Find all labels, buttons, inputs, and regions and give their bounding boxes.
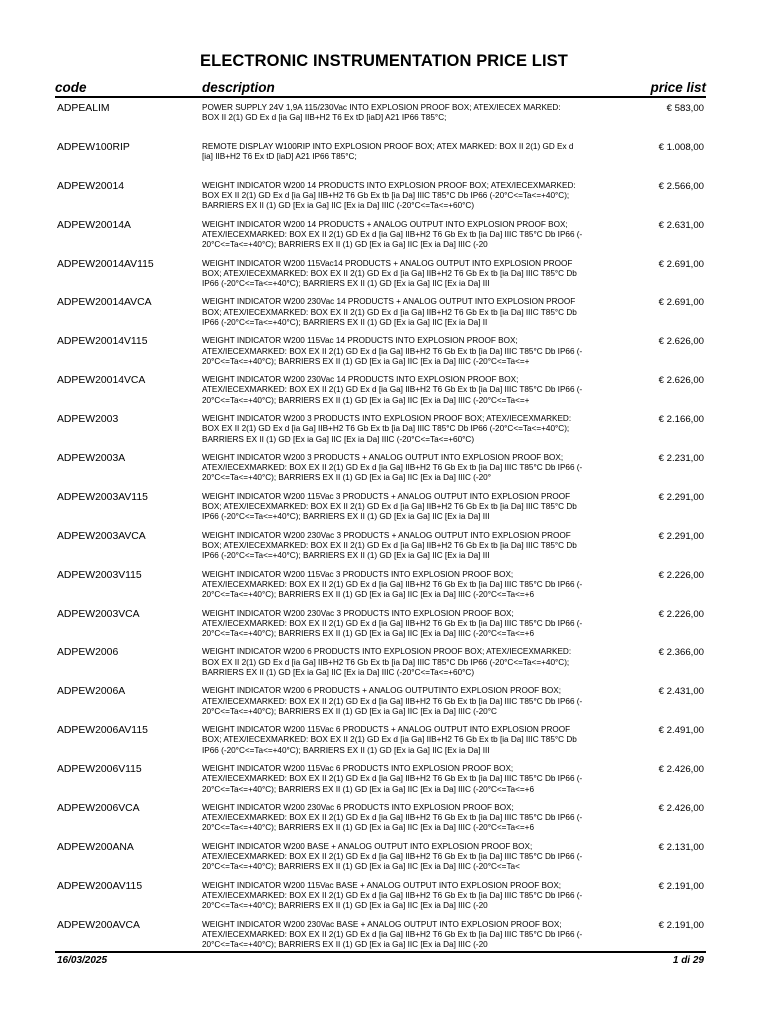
column-header-description: description bbox=[202, 80, 275, 95]
product-description: WEIGHT INDICATOR W200 115Vac BASE + ANALOG OUTPUT INTO EXPLOSION PROOF BOX; ATEX/IECEXMARKED: BOX EX II 2(1) GD Ex d [ia Ga] IIB+H2 T6 Gb Ex tb [ia Da] IIIC T85°C Db IP66 (- 20°C<=Ta<=+40°C); BARRIERS EX II (1) GD [Ex ia Ga] IIC [Ex ia Da] IIIC (-20 bbox=[202, 880, 583, 911]
product-description: WEIGHT INDICATOR W200 3 PRODUCTS + ANALOG OUTPUT INTO EXPLOSION PROOF BOX; ATEX/IECEXMARKED: BOX EX II 2(1) GD Ex d [ia Ga] IIB+H2 T6 Gb Ex tb [ia Da] IIIC T85°C Db IP66 (- 20°C<=Ta<=+40°C); BARRIERS EX II (1) GD [Ex ia Ga] IIC [Ex ia Da] IIIC (-20° bbox=[202, 453, 583, 483]
product-price: € 1.008,00 bbox=[658, 141, 704, 153]
product-description: WEIGHT INDICATOR W200 3 PRODUCTS INTO EXPLOSION PROOF BOX; ATEX/IECEXMARKED: BOX EX II 2(1) GD Ex d [ia Ga] IIB+H2 T6 Gb Ex tb [ia Da] IIIC T85°C Db IP66 (-20°C<=Ta<=+40°C); BARRIERS EX II (1) GD [Ex ia Ga] IIC [Ex ia Da] IIIC (-20°C<=Ta<=+60°C) bbox=[202, 414, 572, 444]
table-row bbox=[55, 490, 706, 529]
table-row bbox=[55, 451, 706, 490]
table-row bbox=[55, 684, 706, 723]
table-row bbox=[55, 529, 706, 568]
product-description: WEIGHT INDICATOR W200 230Vac BASE + ANALOG OUTPUT INTO EXPLOSION PROOF BOX; ATEX/IECEXMARKED: BOX EX II 2(1) GD Ex d [ia Ga] IIB+H2 T6 Gb Ex tb [ia Da] IIIC T85°C Db IP66 (- 20°C<=Ta<=+40°C); BARRIERS EX II (1) GD [Ex ia Ga] IIC [Ex ia Da] IIIC (-20 bbox=[202, 919, 583, 950]
product-code: ADPEW100RIP bbox=[57, 141, 130, 153]
table-row bbox=[55, 218, 706, 257]
table-row bbox=[55, 801, 706, 840]
product-code: ADPEW2006AV115 bbox=[57, 725, 148, 737]
product-price: € 2.131,00 bbox=[658, 841, 704, 853]
product-code: ADPEALIM bbox=[57, 103, 110, 114]
table-row bbox=[55, 257, 706, 296]
table-row bbox=[55, 840, 706, 879]
table-row bbox=[55, 412, 706, 451]
product-price: € 2.191,00 bbox=[658, 919, 704, 931]
table-row bbox=[55, 568, 706, 607]
product-price: € 2.226,00 bbox=[658, 608, 704, 620]
product-description: WEIGHT INDICATOR W200 115Vac 6 PRODUCTS + ANALOG OUTPUT INTO EXPLOSION PROOF BOX; ATEX/IECEXMARKED: BOX EX II 2(1) GD Ex d [ia Ga] IIB+H2 T6 Gb Ex tb [ia Da] IIIC T85°C Db IP66 (-20°C<=Ta<=+40°C); BARRIERS EX II (1) GD [Ex ia Ga] IIC [Ex ia Da] III bbox=[202, 725, 577, 755]
product-code: ADPEW2006A bbox=[57, 686, 126, 698]
product-code: ADPEW200AV115 bbox=[57, 880, 143, 892]
product-description: WEIGHT INDICATOR W200 115Vac 3 PRODUCTS INTO EXPLOSION PROOF BOX; ATEX/IECEXMARKED: BOX EX II 2(1) GD Ex d [ia Ga] IIB+H2 T6 Gb Ex tb [ia Da] IIIC T85°C Db IP66 (- 20°C<=Ta<=+40°C); BARRIERS EX II (1) GD [Ex ia Ga] IIC [Ex ia Da] IIIC (-20°C<=Ta<=+6 bbox=[202, 569, 583, 600]
column-header-price: price list bbox=[650, 80, 706, 95]
product-description: WEIGHT INDICATOR W200 115Vac14 PRODUCTS + ANALOG OUTPUT INTO EXPLOSION PROOF BOX; ATEX/IECEXMARKED: BOX EX II 2(1) GD Ex d [ia Ga] IIB+H2 T6 Gb Ex tb [ia Da] IIIC T85°C Db IP66 (-20°C<=Ta<=+40°C); BARRIERS EX II (1) GD [Ex ia Ga] IIC [Ex ia Da] III bbox=[202, 258, 577, 288]
product-price: € 2.631,00 bbox=[658, 219, 704, 231]
product-code: ADPEW2003A bbox=[57, 453, 126, 465]
product-description: WEIGHT INDICATOR W200 230Vac 3 PRODUCTS + ANALOG OUTPUT INTO EXPLOSION PROOF BOX; ATEX/IECEXMARKED: BOX EX II 2(1) GD Ex d [ia Ga] IIB+H2 T6 Gb Ex tb [ia Da] IIIC T85°C Db IP66 (-20°C<=Ta<=+40°C); BARRIERS EX II (1) GD [Ex ia Ga] IIC [Ex ia Da] III bbox=[202, 530, 577, 561]
product-code: ADPEW2003V115 bbox=[57, 569, 142, 581]
product-price: € 2.691,00 bbox=[658, 258, 704, 270]
column-header-code: code bbox=[55, 80, 87, 95]
product-price: € 2.426,00 bbox=[658, 764, 704, 776]
product-code: ADPEW2006 bbox=[57, 647, 119, 659]
product-description: WEIGHT INDICATOR W200 230Vac 3 PRODUCTS INTO EXPLOSION PROOF BOX; ATEX/IECEXMARKED: BOX EX II 2(1) GD Ex d [ia Ga] IIB+H2 T6 Gb Ex tb [ia Da] IIIC T85°C Db IP66 (- 20°C<=Ta<=+40°C); BARRIERS EX II (1) GD [Ex ia Ga] IIC [Ex ia Da] IIIC (-20°C<=Ta<=+6 bbox=[202, 608, 583, 638]
product-price: € 2.166,00 bbox=[658, 414, 704, 426]
product-price: € 2.566,00 bbox=[658, 180, 704, 192]
product-description: WEIGHT INDICATOR W200 230Vac 14 PRODUCTS + ANALOG OUTPUT INTO EXPLOSION PROOF BOX; ATEX/IECEXMARKED: BOX EX II 2(1) GD Ex d [ia Ga] IIB+H2 T6 Gb Ex tb [ia Da] IIIC T85°C Db IP66 (-20°C<=Ta<=+40°C); BARRIERS EX II (1) GD [Ex ia Ga] IIC [Ex ia Da] II bbox=[202, 297, 577, 327]
table-row bbox=[55, 334, 706, 373]
product-code: ADPEW20014 bbox=[57, 180, 124, 192]
product-code: ADPEW20014AVCA bbox=[57, 297, 152, 309]
product-description: WEIGHT INDICATOR W200 6 PRODUCTS INTO EXPLOSION PROOF BOX; ATEX/IECEXMARKED: BOX EX II 2(1) GD Ex d [ia Ga] IIB+H2 T6 Gb Ex tb [ia Da] IIIC T85°C Db IP66 (-20°C<=Ta<=+40°C); BARRIERS EX II (1) GD [Ex ia Ga] IIC [Ex ia Da] IIIC (-20°C<=Ta<=+60°C) bbox=[202, 647, 572, 677]
table-row bbox=[55, 879, 706, 918]
product-code: ADPEW200AVCA bbox=[57, 919, 140, 931]
product-code: ADPEW20014VCA bbox=[57, 375, 146, 387]
table-row bbox=[55, 295, 706, 334]
product-description: WEIGHT INDICATOR W200 230Vac 6 PRODUCTS INTO EXPLOSION PROOF BOX; ATEX/IECEXMARKED: BOX EX II 2(1) GD Ex d [ia Ga] IIB+H2 T6 Gb Ex tb [ia Da] IIIC T85°C Db IP66 (- 20°C<=Ta<=+40°C); BARRIERS EX II (1) GD [Ex ia Ga] IIC [Ex ia Da] IIIC (-20°C<=Ta<=+6 bbox=[202, 803, 583, 833]
product-description: WEIGHT INDICATOR W200 230Vac 14 PRODUCTS INTO EXPLOSION PROOF BOX; ATEX/IECEXMARKED: BOX EX II 2(1) GD Ex d [ia Ga] IIB+H2 T6 Gb Ex tb [ia Da] IIIC T85°C Db IP66 (- 20°C<=Ta<=+40°C); BARRIERS EX II (1) GD [Ex ia Ga] IIC [Ex ia Da] IIIC (-20°C<=Ta<=+ bbox=[202, 375, 583, 405]
table-row bbox=[55, 762, 706, 801]
product-description: WEIGHT INDICATOR W200 115Vac 14 PRODUCTS INTO EXPLOSION PROOF BOX; ATEX/IECEXMARKED: BOX EX II 2(1) GD Ex d [ia Ga] IIB+H2 T6 Gb Ex tb [ia Da] IIIC T85°C Db IP66 (- 20°C<=Ta<=+40°C); BARRIERS EX II (1) GD [Ex ia Ga] IIC [Ex ia Da] IIIC (-20°C<=Ta<=+ bbox=[202, 336, 583, 366]
product-price: € 2.431,00 bbox=[658, 686, 704, 698]
table-row bbox=[55, 101, 706, 140]
table-row bbox=[55, 607, 706, 646]
product-description: WEIGHT INDICATOR W200 14 PRODUCTS + ANALOG OUTPUT INTO EXPLOSION PROOF BOX; ATEX/IECEXMARKED: BOX EX II 2(1) GD Ex d [ia Ga] IIB+H2 T6 Gb Ex tb [ia Da] IIIC T85°C Db IP66 (- 20°C<=Ta<=+40°C); BARRIERS EX II (1) GD [Ex ia Ga] IIC [Ex ia Da] IIIC (-20 bbox=[202, 219, 583, 250]
product-code: ADPEW2006V115 bbox=[57, 764, 142, 776]
product-price: € 2.291,00 bbox=[658, 530, 704, 542]
table-row bbox=[55, 140, 706, 179]
footer-date: 16/03/2025 bbox=[57, 955, 108, 966]
product-price: € 2.226,00 bbox=[658, 569, 704, 581]
product-description: WEIGHT INDICATOR W200 115Vac 6 PRODUCTS INTO EXPLOSION PROOF BOX; ATEX/IECEXMARKED: BOX EX II 2(1) GD Ex d [ia Ga] IIB+H2 T6 Gb Ex tb [ia Da] IIIC T85°C Db IP66 (- 20°C<=Ta<=+40°C); BARRIERS EX II (1) GD [Ex ia Ga] IIC [Ex ia Da] IIIC (-20°C<=Ta<=+6 bbox=[202, 764, 583, 794]
table-row bbox=[55, 645, 706, 684]
product-code: ADPEW20014AV115 bbox=[57, 258, 154, 270]
product-code: ADPEW2006VCA bbox=[57, 803, 140, 815]
product-code: ADPEW2003 bbox=[57, 414, 119, 426]
product-price: € 2.626,00 bbox=[658, 375, 704, 387]
footer-divider bbox=[55, 951, 706, 953]
product-price: € 2.691,00 bbox=[658, 297, 704, 309]
product-code: ADPEW200ANA bbox=[57, 841, 134, 853]
product-description: REMOTE DISPLAY W100RIP INTO EXPLOSION PROOF BOX; ATEX MARKED: BOX II 2(1) GD Ex d [ia] IIB+H2 T6 Ex tD [iaD] A21 IP66 T85°C; bbox=[202, 141, 574, 162]
product-code: ADPEW2003VCA bbox=[57, 608, 140, 620]
product-price: € 2.291,00 bbox=[658, 491, 704, 503]
product-description: WEIGHT INDICATOR W200 BASE + ANALOG OUTPUT INTO EXPLOSION PROOF BOX; ATEX/IECEXMARKED: BOX EX II 2(1) GD Ex d [ia Ga] IIB+H2 T6 Gb Ex tb [ia Da] IIIC T85°C Db IP66 (- 20°C<=Ta<=+40°C); BARRIERS EX II (1) GD [Ex ia Ga] IIC [Ex ia Da] IIIC (-20°C<=Ta< bbox=[202, 841, 583, 872]
document-title: ELECTRONIC INSTRUMENTATION PRICE LIST bbox=[200, 52, 568, 70]
product-description: WEIGHT INDICATOR W200 6 PRODUCTS + ANALOG OUTPUTINTO EXPLOSION PROOF BOX; ATEX/IECEXMARKED: BOX EX II 2(1) GD Ex d [ia Ga] IIB+H2 T6 Gb Ex tb [ia Da] IIIC T85°C Db IP66 (- 20°C<=Ta<=+40°C); BARRIERS EX II (1) GD [Ex ia Ga] IIC [Ex ia Da] IIIC (-20°C bbox=[202, 686, 583, 716]
product-price: € 2.491,00 bbox=[658, 725, 704, 737]
table-row bbox=[55, 723, 706, 762]
product-code: ADPEW20014A bbox=[57, 219, 131, 231]
price-table bbox=[55, 101, 706, 957]
header-divider bbox=[55, 96, 706, 98]
footer-page-number: 1 di 29 bbox=[672, 955, 704, 966]
product-price: € 2.231,00 bbox=[658, 453, 704, 465]
product-code: ADPEW2003AVCA bbox=[57, 530, 146, 542]
product-description: WEIGHT INDICATOR W200 14 PRODUCTS INTO EXPLOSION PROOF BOX; ATEX/IECEXMARKED: BOX EX II 2(1) GD Ex d [ia Ga] IIB+H2 T6 Gb Ex tb [ia Da] IIIC T85°C Db IP66 (-20°C<=Ta<=+40°C); BARRIERS EX II (1) GD [Ex ia Ga] IIC [Ex ia Da] IIIC (-20°C<=Ta<=+60°C) bbox=[202, 180, 576, 211]
table-row bbox=[55, 373, 706, 412]
table-row bbox=[55, 179, 706, 218]
product-price: € 2.426,00 bbox=[658, 803, 704, 815]
product-code: ADPEW20014V115 bbox=[57, 336, 148, 348]
product-description: WEIGHT INDICATOR W200 115Vac 3 PRODUCTS + ANALOG OUTPUT INTO EXPLOSION PROOF BOX; ATEX/IECEXMARKED: BOX EX II 2(1) GD Ex d [ia Ga] IIB+H2 T6 Gb Ex tb [ia Da] IIIC T85°C Db IP66 (-20°C<=Ta<=+40°C); BARRIERS EX II (1) GD [Ex ia Ga] IIC [Ex ia Da] III bbox=[202, 491, 577, 522]
product-price: € 583,00 bbox=[666, 103, 704, 114]
product-description: POWER SUPPLY 24V 1,9A 115/230Vac INTO EXPLOSION PROOF BOX; ATEX/IECEX MARKED: BOX II 2(1) GD Ex d [ia Ga] IIB+H2 T6 Ex tD [iaD] A21 IP66 T85°C; bbox=[202, 103, 561, 123]
product-code: ADPEW2003AV115 bbox=[57, 491, 148, 503]
product-price: € 2.626,00 bbox=[658, 336, 704, 348]
product-price: € 2.191,00 bbox=[658, 880, 704, 892]
product-price: € 2.366,00 bbox=[658, 647, 704, 659]
